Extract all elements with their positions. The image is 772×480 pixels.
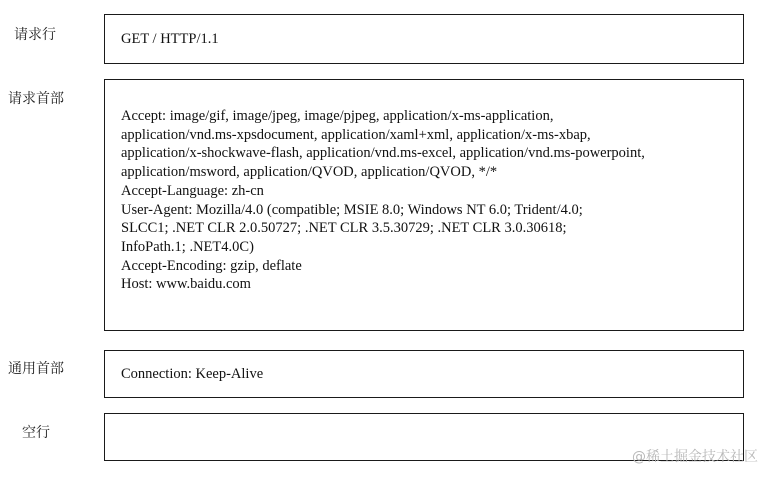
header-line: Accept-Language: zh-cn — [121, 182, 264, 199]
header-line: InfoPath.1; .NET4.0C) — [121, 238, 254, 255]
header-line: Accept: image/gif, image/jpeg, image/pjpeg, application/x-ms-application, — [121, 108, 554, 124]
general-headers-box — [104, 350, 744, 398]
header-line: application/msword, application/QVOD, application/QVOD, */* — [121, 164, 498, 181]
header-line: Host: www.baidu.com — [121, 276, 251, 293]
general-headers-label: 通用首部 — [8, 361, 64, 377]
header-line: User-Agent: Mozilla/4.0 (compatible; MSIE 8.0; Windows NT 6.0; Trident/4.0; — [121, 201, 583, 218]
request-line-label: 请求行 — [14, 27, 56, 43]
request-line-box — [104, 14, 744, 64]
watermark: @稀土掘金技术社区 — [632, 449, 758, 465]
header-line: Accept-Encoding: gzip, deflate — [121, 257, 302, 274]
header-line: application/x-shockwave-flash, application/vnd.ms-excel, application/vnd.ms-powerpoint, — [121, 145, 645, 162]
request-headers-label: 请求首部 — [8, 91, 64, 107]
request-headers-lines — [121, 107, 645, 294]
request-headers-box — [104, 79, 744, 331]
header-line: SLCC1; .NET CLR 2.0.50727; .NET CLR 3.5.30729; .NET CLR 3.0.30618; — [121, 220, 567, 237]
general-headers-text: Connection: Keep-Alive — [121, 366, 264, 382]
request-line-text: GET / HTTP/1.1 — [121, 31, 219, 47]
blank-line-label: 空行 — [22, 425, 50, 441]
header-line: application/vnd.ms-xpsdocument, application/xaml+xml, application/x-ms-xbap, — [121, 126, 591, 143]
